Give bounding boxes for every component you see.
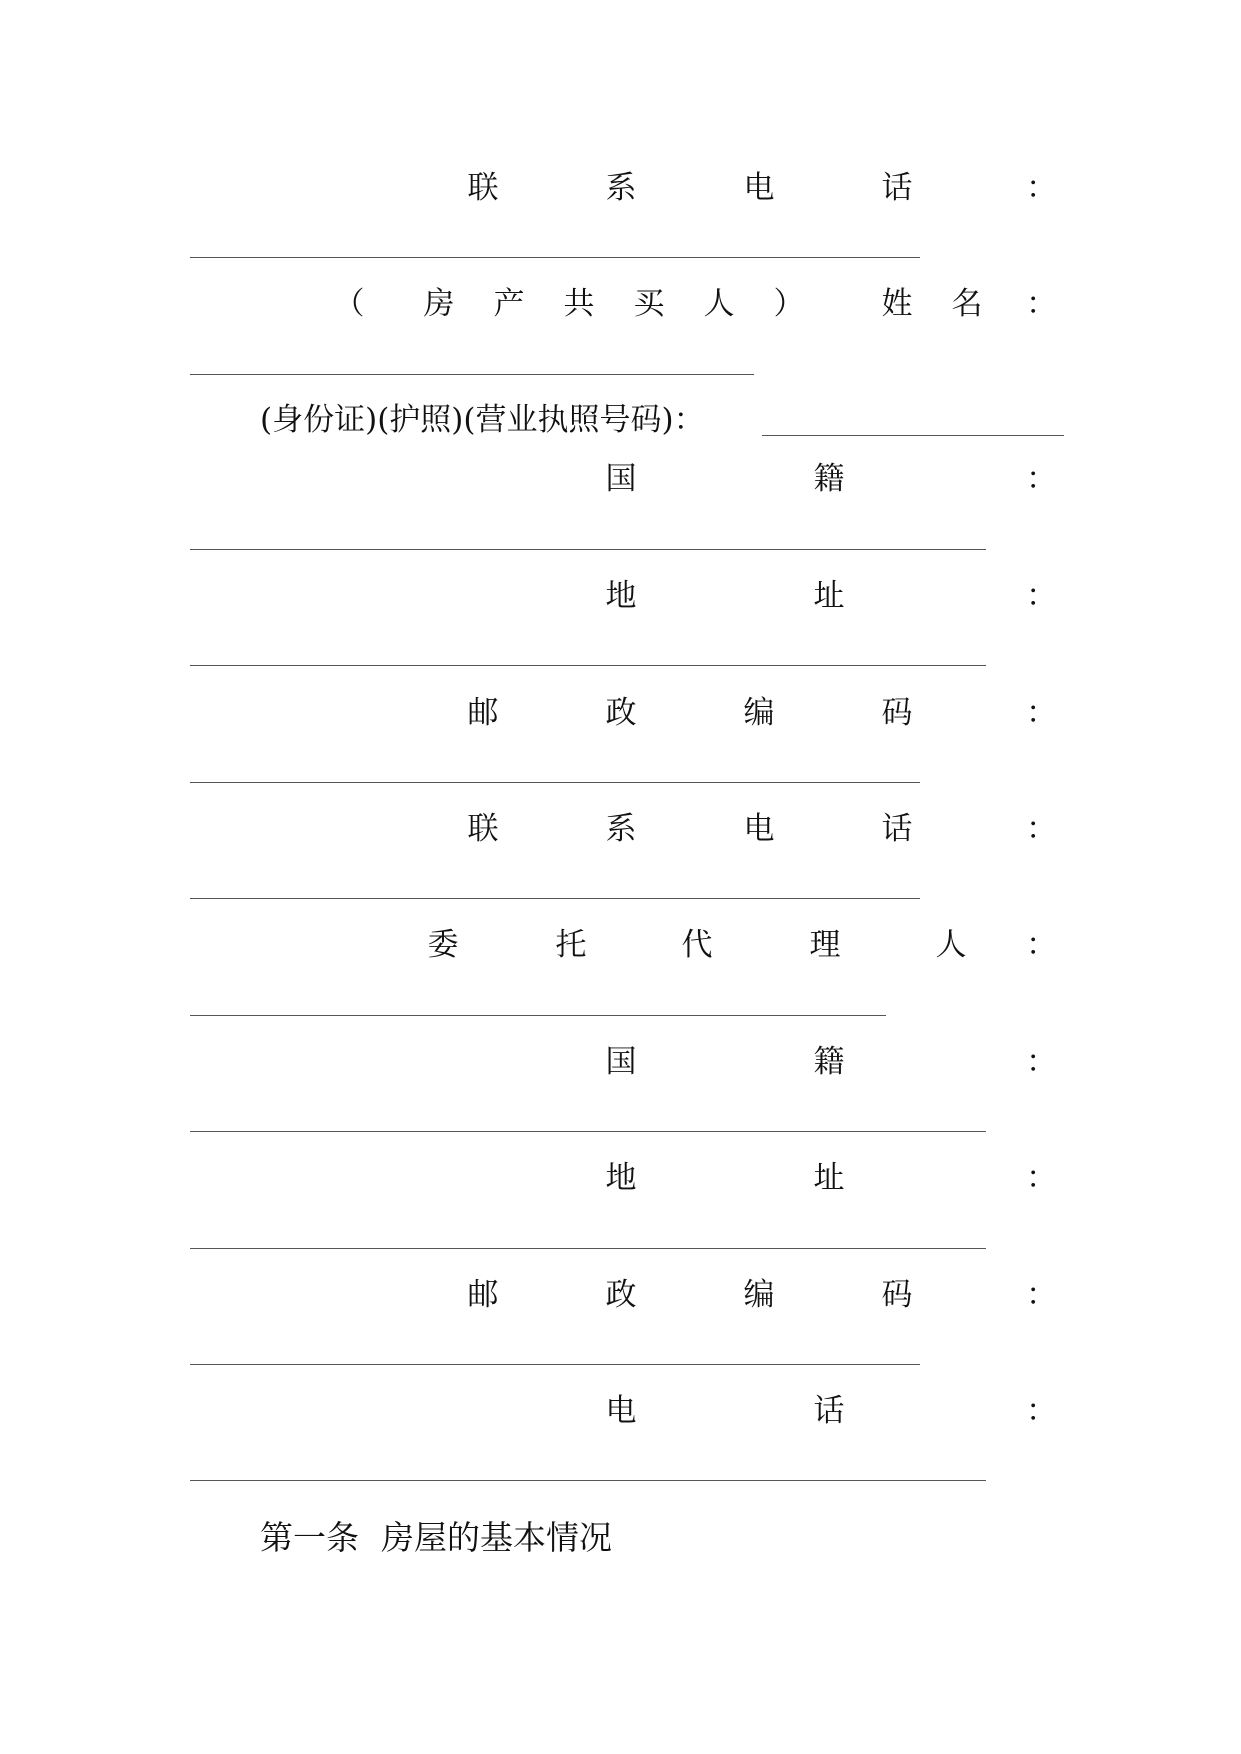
label-char: 国 <box>605 1044 637 1080</box>
label-char: 话 <box>813 1393 845 1429</box>
field-label <box>190 459 1057 499</box>
field-label <box>190 1158 1057 1198</box>
id-number-label: (身份证)(护照)(营业执照号码)： <box>260 402 705 438</box>
fill-in-line[interactable] <box>190 1364 920 1365</box>
label-colon: ： <box>1026 578 1057 614</box>
label-char: 人 <box>935 927 967 963</box>
label-colon: ： <box>1026 286 1057 322</box>
fill-in-line[interactable] <box>190 1131 986 1132</box>
label-char: 编 <box>743 695 775 731</box>
label-char: 代 <box>681 927 713 963</box>
fill-in-line[interactable] <box>190 374 754 375</box>
label-char: 籍 <box>813 461 845 497</box>
label-char: 话 <box>881 170 913 206</box>
label-colon: ： <box>1026 1044 1057 1080</box>
label-char: 电 <box>605 1393 637 1429</box>
label-char: 籍 <box>813 1044 845 1080</box>
label-char: 买 <box>633 286 665 322</box>
label-char: 委 <box>427 927 459 963</box>
label-char: 托 <box>555 927 587 963</box>
label-char: 电 <box>743 170 775 206</box>
article-title: 房屋的基本情况 <box>381 1518 612 1557</box>
field-label <box>190 1042 1057 1082</box>
label-colon: ： <box>1026 695 1057 731</box>
field-label <box>190 809 1057 849</box>
label-char: 国 <box>605 461 637 497</box>
label-char: 共 <box>563 286 595 322</box>
field-label <box>190 576 1057 616</box>
field-label <box>190 1275 1057 1315</box>
fill-in-line[interactable] <box>190 665 986 666</box>
label-char: ） <box>773 286 805 322</box>
field-label <box>190 925 1057 965</box>
label-char: 地 <box>605 1160 637 1196</box>
label-char: 地 <box>605 578 637 614</box>
label-char: 政 <box>605 1277 637 1313</box>
fill-in-line[interactable] <box>190 257 920 258</box>
label-colon: ： <box>1026 461 1057 497</box>
article-number: 第一条 <box>260 1518 359 1557</box>
label-char: 邮 <box>467 1277 499 1313</box>
label-char: 址 <box>813 1160 845 1196</box>
label-char: 政 <box>605 695 637 731</box>
label-colon: ： <box>1026 927 1057 963</box>
label-char: 编 <box>743 1277 775 1313</box>
label-char: 房 <box>423 286 455 322</box>
fill-in-line[interactable] <box>190 782 920 783</box>
label-char: 电 <box>743 811 775 847</box>
label-char: 码 <box>881 1277 913 1313</box>
label-char: 理 <box>809 927 841 963</box>
fill-in-line[interactable] <box>190 1248 986 1249</box>
label-char: 址 <box>813 578 845 614</box>
label-char: 邮 <box>467 695 499 731</box>
field-label <box>190 284 1057 324</box>
article-heading <box>260 1517 612 1559</box>
label-char: 码 <box>881 695 913 731</box>
field-label <box>190 1391 1057 1431</box>
fill-in-line[interactable] <box>190 898 920 899</box>
label-char: 联 <box>467 170 499 206</box>
label-char: （ <box>333 286 365 322</box>
fill-in-line[interactable] <box>190 1015 886 1016</box>
field-label <box>190 168 1057 208</box>
label-char: 话 <box>881 811 913 847</box>
label-char: 姓 <box>881 286 913 322</box>
field-label <box>190 693 1057 733</box>
label-char: 人 <box>703 286 735 322</box>
label-char: 系 <box>605 170 637 206</box>
fill-in-line[interactable] <box>190 549 986 550</box>
fill-in-line[interactable] <box>190 1480 986 1481</box>
id-number-fill-line[interactable] <box>762 435 1064 436</box>
label-colon: ： <box>1026 1277 1057 1313</box>
label-colon: ： <box>1026 1160 1057 1196</box>
label-char: 产 <box>493 286 525 322</box>
label-colon: ： <box>1026 170 1057 206</box>
label-colon: ： <box>1026 1393 1057 1429</box>
label-char: 联 <box>467 811 499 847</box>
label-char: 系 <box>605 811 637 847</box>
label-char: 名 <box>951 286 983 322</box>
label-colon: ： <box>1026 811 1057 847</box>
